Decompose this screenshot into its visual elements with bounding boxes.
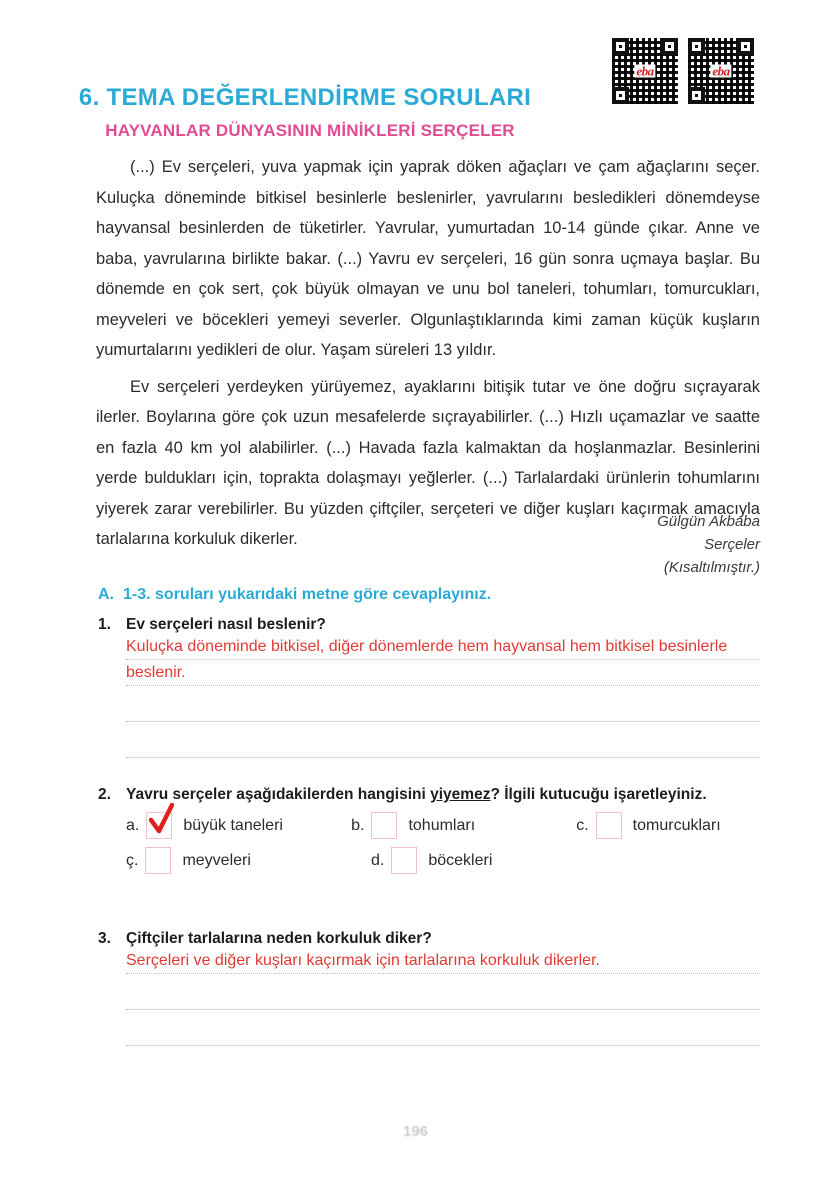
option-c-label: c. <box>576 816 589 834</box>
question-1-text: Ev serçeleri nasıl beslenir? <box>126 616 326 633</box>
question-3-text: Çiftçiler tarlalarına neden korkuluk diker? <box>126 930 432 947</box>
question-1-header <box>98 616 760 634</box>
option-b-label: b. <box>351 816 365 834</box>
question-2-text-after: ? İlgili kutucuğu işaretleyiniz. <box>490 786 707 803</box>
option-a-checkbox[interactable] <box>146 812 172 839</box>
question-2-header <box>98 786 760 804</box>
option-c-cedilla-text: meyveleri <box>182 851 251 869</box>
option-d[interactable] <box>371 847 616 874</box>
option-c-cedilla[interactable] <box>126 847 371 874</box>
option-c-cedilla-checkbox[interactable] <box>145 847 171 874</box>
question-1-blank-line[interactable] <box>126 722 760 758</box>
question-1 <box>98 616 760 758</box>
question-3-number: 3. <box>98 930 111 947</box>
page-subtitle: HAYVANLAR DÜNYASININ MİNİKLERİ SERÇELER <box>105 121 515 140</box>
answer-line: Kuluçka döneminde bitkisel, diğer dönemlerde hem hayvansal hem bitkisel besinlerle <box>126 634 760 660</box>
question-3-blank-line[interactable] <box>126 1010 760 1046</box>
option-d-label: d. <box>371 851 385 869</box>
answer-line: beslenir. <box>126 660 760 686</box>
passage-paragraph-1: (...) Ev serçeleri, yuva yapmak için yaprak döken ağaçları ve çam ağaçlarını seçer. Kuluçka döneminde bitkisel besinlerle beslenirler, yavrularını besledikleri dönemdeyse hayvansal besinlerden de tüketirler. Yavrular, yumurtadan 10-14 günde çıkar. Anne ve baba, yavrularına birlikte bakar. (...) Yavru ev serçeleri, 16 gün sonra uçmaya başlar. Bu dönemde en çok sert, çok büyük olmayan ve unu bol taneleri, tohumları, tomurcukları, meyveleri ve böcekleri yemeyi severler. Olgunlaştıklarında kimi zaman küçük kuşların yumurtalarını yedikleri de olur. Yaşam süreleri 13 yıldır. <box>96 158 760 359</box>
page-title: 6. TEMA DEĞERLENDİRME SORULARI <box>78 84 532 111</box>
qr-finder-bottom-left-icon <box>612 87 629 104</box>
option-a[interactable] <box>126 812 351 839</box>
eba-logo: eba <box>712 63 730 79</box>
option-c-text: tomurcukları <box>632 816 721 834</box>
option-c[interactable] <box>576 812 760 839</box>
question-1-number: 1. <box>98 616 111 633</box>
option-b-checkbox[interactable] <box>371 812 397 839</box>
option-b[interactable] <box>351 812 576 839</box>
question-1-answer[interactable] <box>126 634 760 686</box>
attribution-source: Serçeler <box>704 536 760 553</box>
qr-finder-bottom-left-icon <box>688 87 705 104</box>
option-c-checkbox[interactable] <box>596 812 622 839</box>
option-d-text: böcekleri <box>428 851 493 869</box>
question-2-number: 2. <box>98 786 111 803</box>
attribution-note: (Kısaltılmıştır.) <box>663 559 760 576</box>
option-d-checkbox[interactable] <box>391 847 417 874</box>
question-3 <box>98 930 760 1046</box>
option-row-2 <box>126 847 760 874</box>
section-a-instruction: 1-3. soruları yukarıdaki metne göre cevaplayınız. <box>123 586 492 603</box>
question-2-text-underlined: yiyemez <box>430 786 491 803</box>
qr-code-1[interactable] <box>612 38 678 104</box>
attribution-author: Gülgün Akbaba <box>657 513 760 530</box>
checkmark-icon <box>148 803 174 837</box>
option-a-label: a. <box>126 816 140 834</box>
question-3-answer[interactable] <box>126 948 760 974</box>
passage-paragraph-2: Ev serçeleri yerdeyken yürüyemez, ayaklarını bitişik tutar ve öne doğru sıçrayarak ilerler. Boylarına göre çok uzun mesafelerde sıçrayabilirler. (...) Hızlı uçamazlar ve saatte en fazla 40 km yol alabilirler. (...) Havada fazla kalmaktan da hoşlanmazlar. Besinlerini yerde buldukları için, toprakta dolaşmayı yeğlerler. (...) Tarlalardaki ürünlerin tohumlarını yiyerek zarar verebilirler. Bu yüzden çiftçiler, serçeteri ve diğer kuşları kaçırmak amacıyla tarlalarına korkuluk dikerler. <box>96 377 760 548</box>
qr-code-2[interactable] <box>688 38 754 104</box>
option-row-1 <box>126 812 760 839</box>
option-a-text: büyük taneleri <box>183 816 283 834</box>
section-a-heading <box>98 586 491 604</box>
question-2-text <box>126 786 707 804</box>
question-2-text-before: Yavru serçeler aşağıdakilerden hangisini <box>126 786 431 803</box>
passage-attribution <box>420 510 760 579</box>
reading-passage <box>96 152 760 561</box>
question-3-blank-line[interactable] <box>126 974 760 1010</box>
option-b-text: tohumları <box>408 816 476 834</box>
question-2 <box>98 786 760 874</box>
answer-line: Serçeleri ve diğer kuşları kaçırmak için tarlalarına korkuluk dikerler. <box>126 948 760 974</box>
question-1-blank-line[interactable] <box>126 686 760 722</box>
section-a-letter: A. <box>98 586 114 603</box>
eba-logo: eba <box>636 63 654 79</box>
page-number: 196 <box>402 1123 429 1140</box>
option-c-cedilla-label: ç. <box>126 851 139 869</box>
qr-code-group <box>612 38 754 104</box>
question-3-header <box>98 930 760 948</box>
